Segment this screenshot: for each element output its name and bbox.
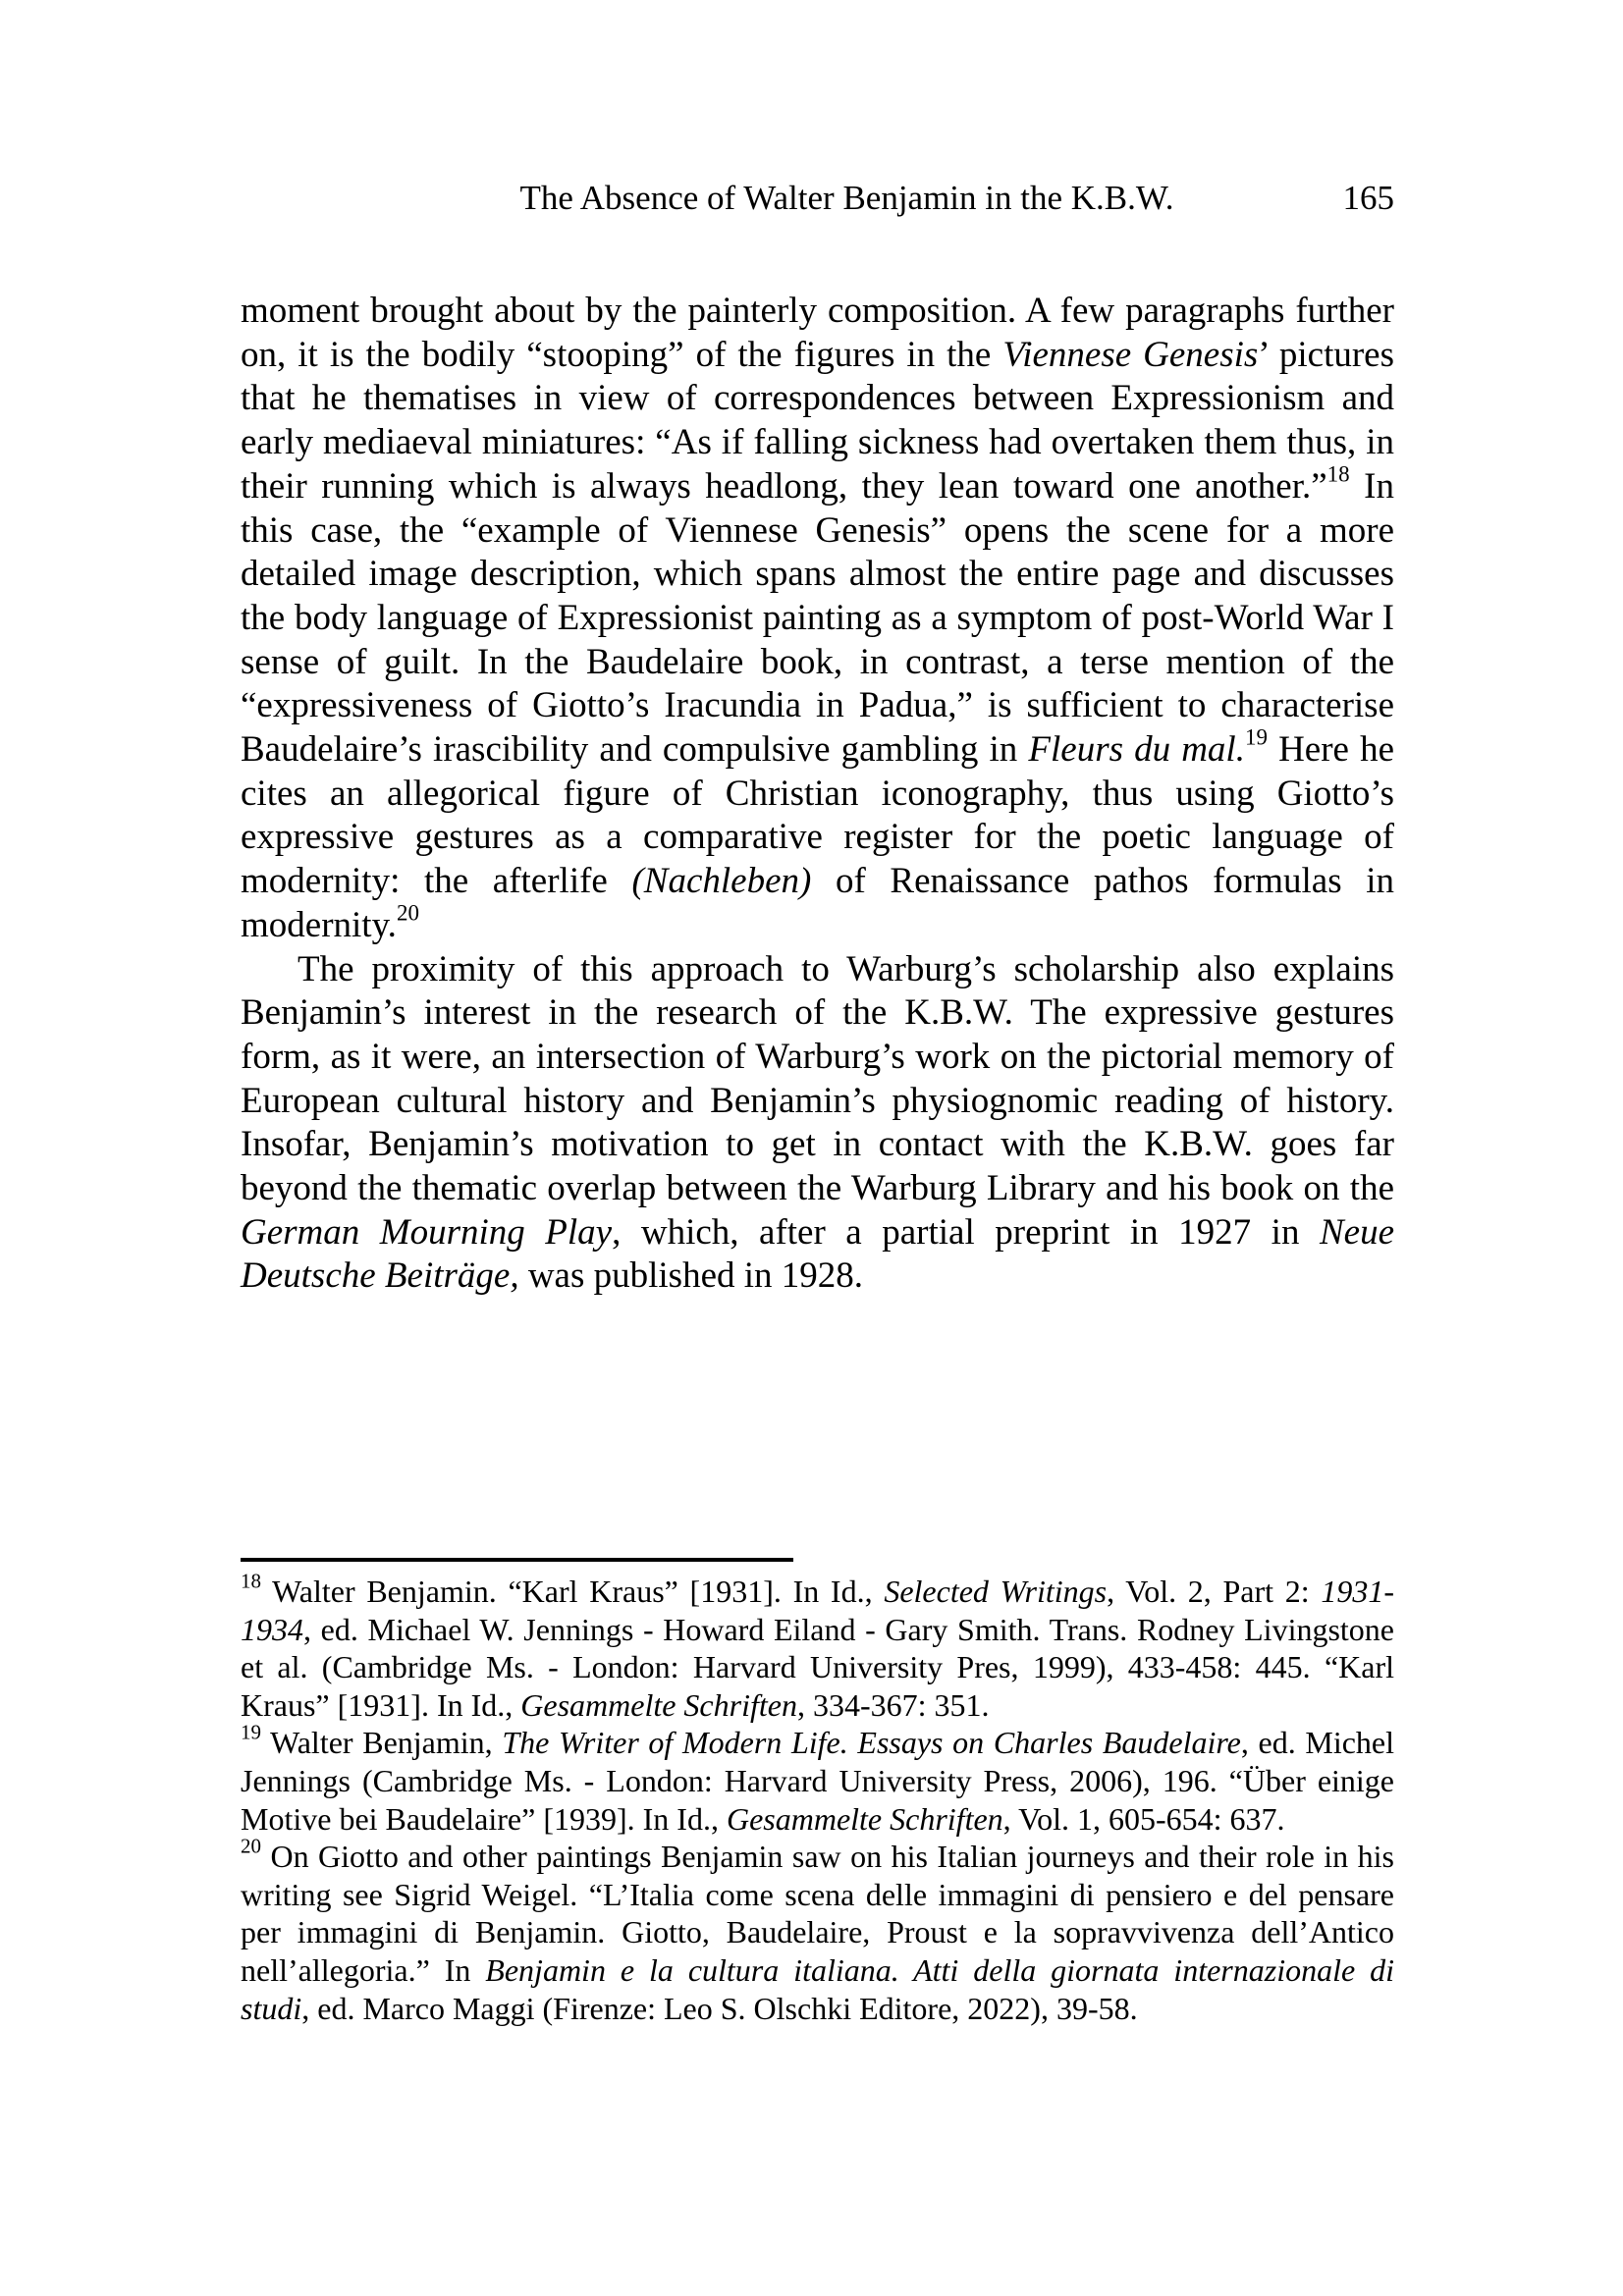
footnote-number: 18 xyxy=(241,1569,261,1593)
footnote-18 xyxy=(241,1569,1395,1724)
text-run: , 334-367: 351. xyxy=(796,1686,990,1723)
text-run: , Vol. 1, 605-654: 637. xyxy=(1002,1800,1285,1837)
text-run: Here he cites an allegorical figure of Christian iconography, thus using Giotto’s expressive gestures as a comparative register for the poetic language of modernity: the afterlife xyxy=(241,729,1394,902)
text-run: , ed. Marco Maggi (Firenze: Leo S. Olschki Editore, 2022), 39-58. xyxy=(301,1990,1138,2026)
footnote-number: 19 xyxy=(241,1720,261,1744)
italic-title: Fleurs du mal. xyxy=(1028,729,1245,771)
italic-title: German Mourning Play xyxy=(241,1211,613,1253)
italic-title: The Writer of Modern Life. Essays on Charles Baudelaire xyxy=(502,1725,1241,1761)
text-run: In this case, the “example of Viennese Genesis” opens the scene for a more detailed image description, which spans almost the entire page and discusses the body language of Expressionist painting as a symptom of post-World War I sense of guilt. In the Baudelaire book, in contrast, a terse mention of the “expressiveness of Giotto’s Iracundia in Padua,” is sufficient to characterise Baudelaire’s irascibility and compulsive gambling in xyxy=(241,465,1394,771)
text-run: On Giotto and other paintings Benjamin saw on his Italian journeys and their role in his writing see Sigrid Weigel. “L’Italia come scena delle immagini di pensiero e del pensare per immagini di Benjamin. Giotto, Baudelaire, Proust e la sopravvivenza dell’Antico nell’allegoria.” In xyxy=(241,1839,1394,1988)
footnote-20 xyxy=(241,1834,1395,2027)
text-run: was published in 1928. xyxy=(518,1255,864,1297)
text-run: , ed. Michel Jennings (Cambridge Ms. - London: Harvard University Press, 2006), 196. “Über einige Motive bei Baudelaire” [1939]. In Id., xyxy=(241,1725,1395,1837)
footnote-ref-20[interactable]: 20 xyxy=(396,900,419,926)
italic-title: Selected Writings xyxy=(884,1574,1108,1609)
text-run: , ed. Michael W. Jennings - Howard Eiland - Gary Smith. Trans. Rodney Livingstone et al. (Cambridge Ms. - London: Harvard University Pres, 1999), 433-458: 445. “Karl Kraus” [1931]. In Id., xyxy=(241,1611,1394,1723)
text-run: of Renaissance pathos formulas in modernity. xyxy=(241,861,1395,945)
footnote-19 xyxy=(241,1720,1395,1838)
footnote-ref-19[interactable]: 19 xyxy=(1244,724,1268,750)
italic-title: Viennese Genesis xyxy=(1002,334,1259,375)
italic-title: Benjamin e la cultura italiana. Atti della giornata internazionale di studi xyxy=(241,1951,1395,2026)
main-text xyxy=(241,290,1394,1299)
italic-title: 1931-1934 xyxy=(241,1574,1395,1647)
text-run: The proximity of this approach to Warburg’s scholarship also explains Benjamin’s interest in the research of the K.B.W. The expressive gestures form, as it were, an intersection of Warburg’s work on the pictorial memory of European cultural history and Benjamin’s physiognomic reading of history. Insofar, Benjamin’s motivation to get in contact with the K.B.W. goes far beyond the thematic overlap between the Warburg Library and his book on the xyxy=(241,948,1394,1209)
footnote-divider xyxy=(241,1558,793,1562)
italic-title: Neue Deutsche Beiträge, xyxy=(241,1211,1394,1297)
text-run: ’ pictures that he thematises in view of correspondences between Expressionism and early mediaeval miniatures: “As if falling sickness had overtaken them thus, in their running which is always headlong, they lean toward one another.” xyxy=(241,334,1394,507)
italic-term: (Nachleben) xyxy=(631,861,812,902)
paragraph-2 xyxy=(241,948,1394,1300)
italic-title: Gesammelte Schriften xyxy=(520,1686,797,1723)
page-number: 165 xyxy=(1342,179,1394,217)
footnote-ref-18[interactable]: 18 xyxy=(1326,461,1350,487)
text-run: moment brought about by the painterly composition. A few paragraphs further on, it is the bodily “stooping” of the figures in the xyxy=(241,291,1394,375)
text-run: Walter Benjamin, xyxy=(261,1725,503,1761)
footnote-number: 20 xyxy=(241,1834,261,1858)
text-run: , Vol. 2, Part 2: xyxy=(1107,1574,1322,1609)
paragraph-1 xyxy=(241,290,1394,948)
text-run: Walter Benjamin. “Karl Kraus” [1931]. In Id., xyxy=(261,1574,885,1609)
running-header xyxy=(241,177,1394,226)
italic-title: Gesammelte Schriften xyxy=(726,1800,1003,1837)
footnotes xyxy=(241,1569,1395,2027)
running-title: The Absence of Walter Benjamin in the K.B.W. xyxy=(519,179,1174,217)
text-run: , which, after a partial preprint in 1927 in xyxy=(612,1211,1320,1253)
